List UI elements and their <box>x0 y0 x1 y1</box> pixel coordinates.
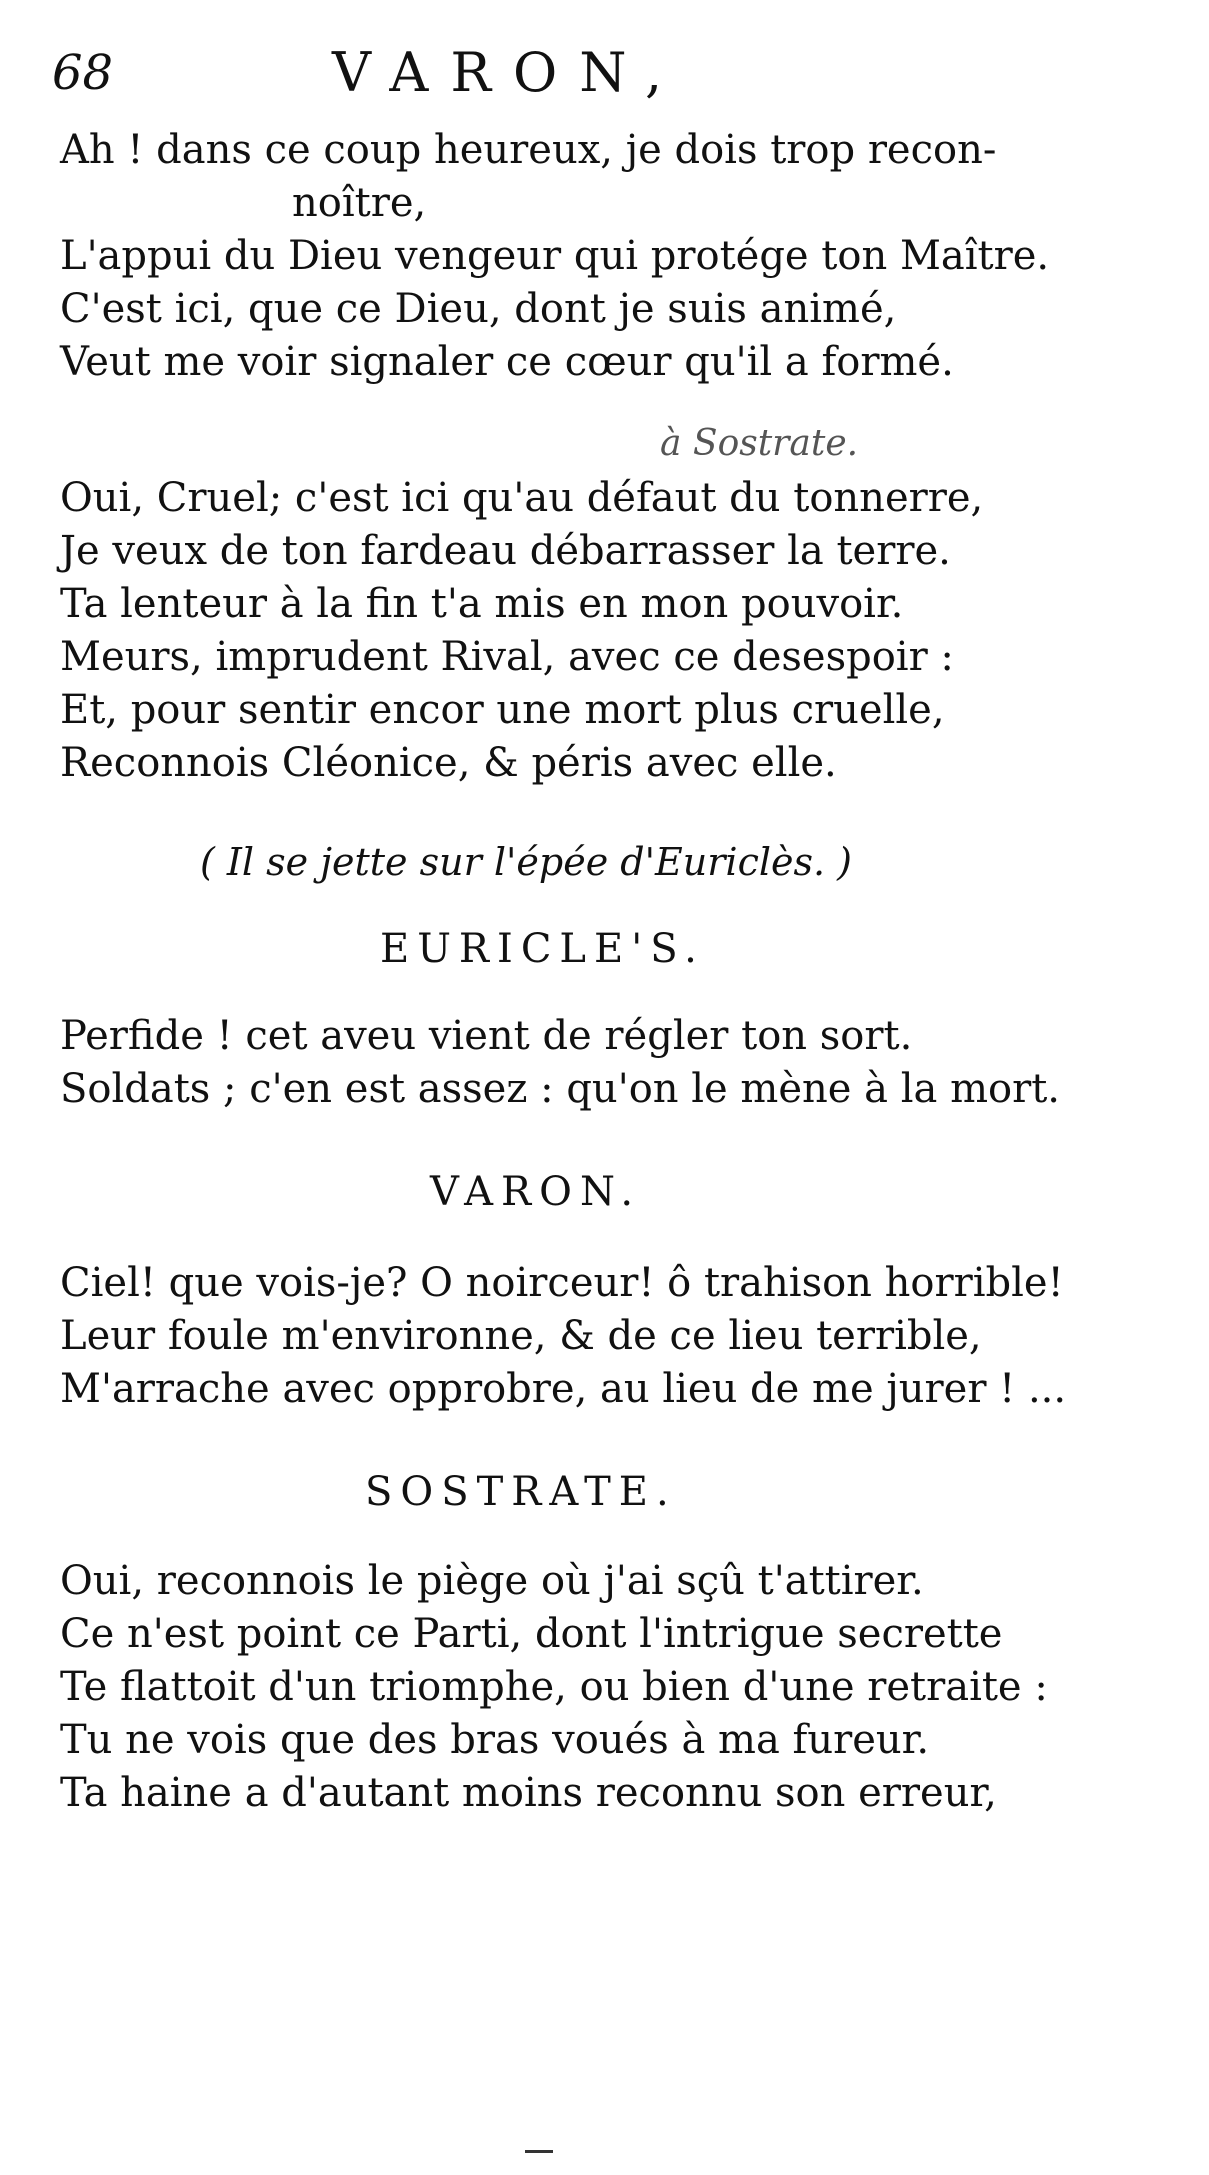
speaker-name-sostrate: SOSTRATE. <box>365 1469 677 1515</box>
verse-line: Oui, reconnois le piège où j'ai sçû t'attirer. <box>60 1558 924 1604</box>
footer-ornament <box>525 2150 553 2153</box>
speech-euricles <box>60 1010 1140 1116</box>
verse-line: Ah ! dans ce coup heureux, je dois trop recon- <box>60 127 997 173</box>
verse-line: Ta haine a d'autant moins reconnu son erreur, <box>60 1770 997 1816</box>
page-header <box>52 38 1052 108</box>
speaker-name-euricles: EURICLE'S. <box>380 926 705 972</box>
stage-direction: à Sostrate. <box>660 423 859 464</box>
verse-line: Ta lenteur à la fin t'a mis en mon pouvoir. <box>60 581 904 627</box>
verse-line: Reconnois Cléonice, & péris avec elle. <box>60 740 837 786</box>
verse-line: Oui, Cruel; c'est ici qu'au défaut du tonnerre, <box>60 475 984 521</box>
verse-line: C'est ici, que ce Dieu, dont je suis animé, <box>60 286 897 332</box>
verse-line: M'arrache avec opprobre, au lieu de me jurer ! ... <box>60 1366 1067 1412</box>
verse-line: Tu ne vois que des bras voués à ma fureur. <box>60 1717 930 1763</box>
verse-line: Veut me voir signaler ce cœur qu'il a formé. <box>60 339 954 385</box>
verse-line: noître, <box>292 180 427 226</box>
verse-line: Je veux de ton fardeau débarrasser la terre. <box>60 528 951 574</box>
speech-sostrate <box>60 1555 1140 1820</box>
speech-varon-1-continued <box>60 472 1140 790</box>
running-title: VARON, <box>332 41 685 104</box>
speaker-name-varon: VARON. <box>430 1169 642 1215</box>
verse-line: Leur foule m'environne, & de ce lieu terrible, <box>60 1313 982 1359</box>
verse-line: Soldats ; c'en est assez : qu'on le mène à la mort. <box>60 1066 1061 1112</box>
verse-line: Meurs, imprudent Rival, avec ce desespoir : <box>60 634 954 680</box>
speech-varon-2 <box>60 1257 1140 1416</box>
verse-line: Te flattoit d'un triomphe, ou bien d'une retraite : <box>60 1664 1048 1710</box>
verse-line: Perfide ! cet aveu vient de régler ton sort. <box>60 1013 913 1059</box>
verse-line: Ciel! que vois-je? O noirceur! ô trahison horrible! <box>60 1260 1064 1306</box>
verse-line: L'appui du Dieu vengeur qui protége ton Maître. <box>60 233 1050 279</box>
verse-line: Ce n'est point ce Parti, dont l'intrigue secrette <box>60 1611 1003 1657</box>
page-number: 68 <box>52 45 114 101</box>
verse-line: Et, pour sentir encor une mort plus cruelle, <box>60 687 945 733</box>
action-direction: ( Il se jette sur l'épée d'Euriclès. ) <box>200 840 852 884</box>
speech-varon-1 <box>60 124 1140 389</box>
